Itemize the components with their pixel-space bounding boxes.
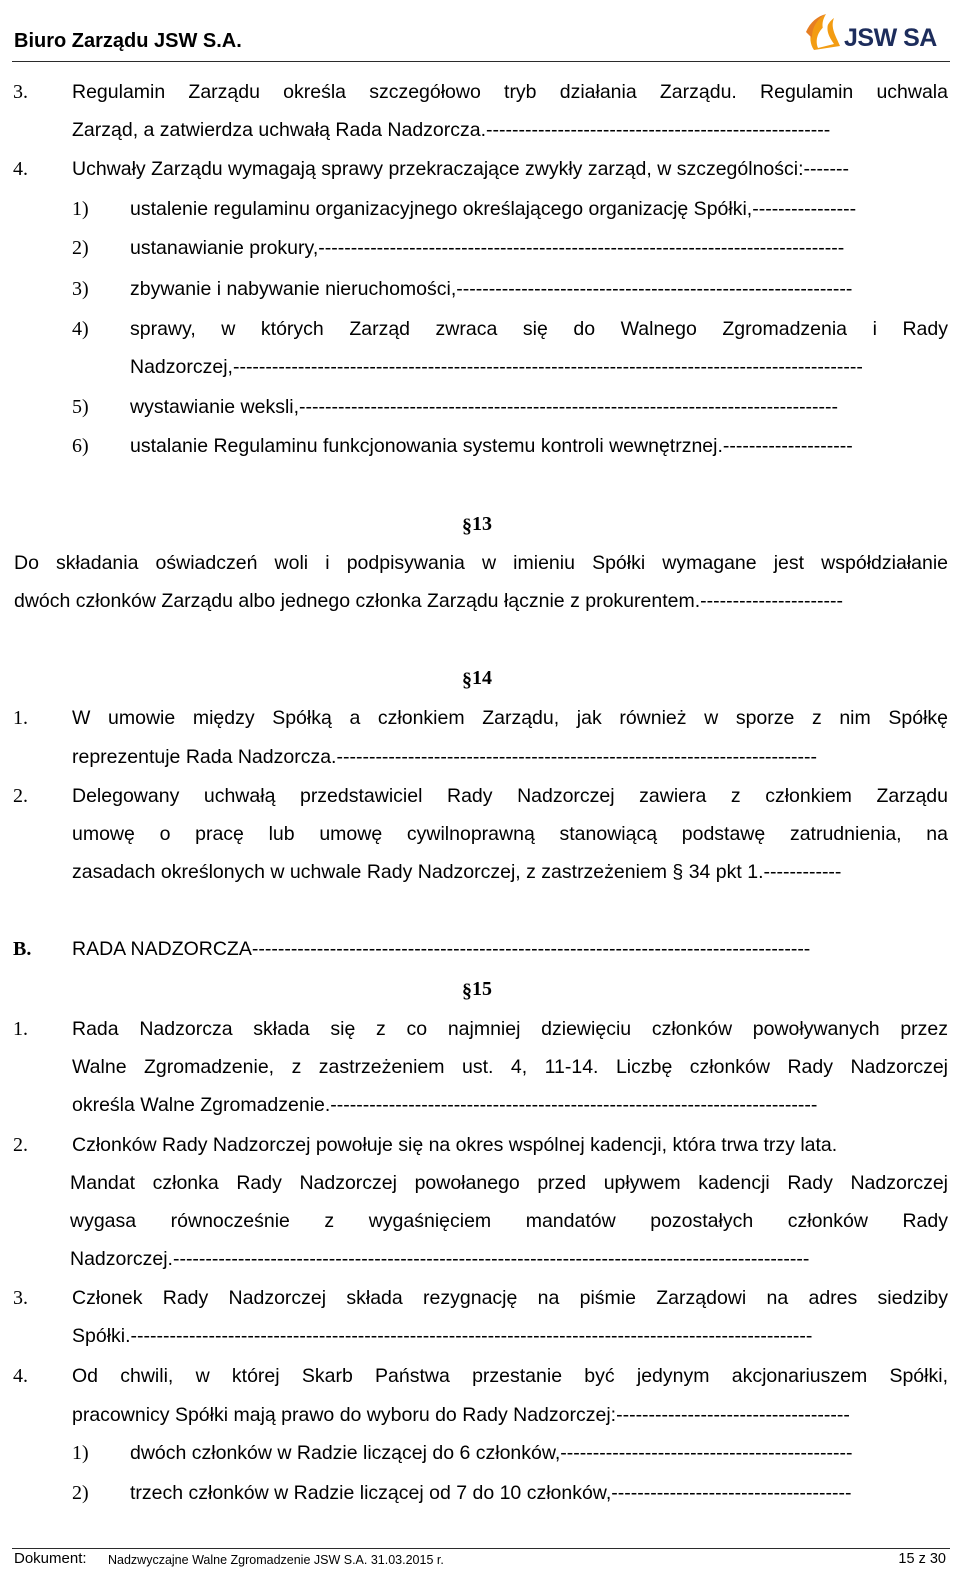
paragraph-line: Do składania oświadczeń woli i podpisywania w imieniu Spółki wymagane jest współdziałanie [14,552,948,574]
list-item: ustalenie regulaminu organizacyjnego określającego organizację Spółki,---------------- [130,198,857,220]
list-item: dwóch członków w Radzie liczącej do 6 członków,--------------------------------------------- [130,1442,853,1464]
paragraph-line: Nadzorczej.-------------------------------------------------------------------------------------------------- [70,1248,810,1270]
point-number: 4. [13,1365,28,1387]
point-number: 2. [13,1134,28,1156]
paragraph-line: reprezentuje Rada Nadzorcza.-------------------------------------------------------------------------- [72,746,818,768]
footer-divider [12,1548,950,1549]
item-number: 2) [72,237,89,259]
point-number: 3. [13,81,28,103]
paragraph-line: pracownicy Spółki mają prawo do wyboru do Rady Nadzorczej:------------------------------------ [72,1404,850,1426]
page-number: 15 z 30 [898,1551,946,1567]
section-symbol: § [462,669,472,691]
page-header [0,0,960,62]
item-number: 6) [72,435,89,457]
jsw-logo [800,2,945,58]
paragraph-line: określa Walne Zgromadzenie.--------------------------------------------------------------------------- [72,1094,818,1116]
section-number: 13 [472,513,492,535]
paragraph-line: Mandat członka Rady Nadzorczej powołanego przed upływem kadencji Rady Nadzorczej [70,1172,948,1194]
point-number: 3. [13,1287,28,1309]
section-symbol: § [462,515,472,537]
list-item: zbywanie i nabywanie nieruchomości,------------------------------------------------------------- [130,278,853,300]
paragraph-line: Uchwały Zarządu wymagają sprawy przekraczające zwykły zarząd, w szczególności:------- [72,158,849,180]
section-number: 15 [472,978,492,1000]
paragraph-line: Od chwili, w której Skarb Państwa przestanie być jedynym akcjonariuszem Spółki, [72,1365,948,1387]
item-number: 5) [72,396,89,418]
paragraph-line: Spółki.--------------------------------------------------------------------------------------------------------- [72,1325,813,1347]
section-heading [462,666,492,690]
item-number: 3) [72,278,89,300]
point-number: 2. [13,785,28,807]
list-item: ustalanie Regulaminu funkcjonowania systemu kontroli wewnętrznej.-------------------- [130,435,853,457]
item-number: 4) [72,318,89,340]
list-item: ustanawianie prokury,--------------------------------------------------------------------------------- [130,237,845,259]
paragraph-line: Delegowany uchwałą przedstawiciel Rady Nadzorczej zawiera z członkiem Zarządu [72,785,948,807]
section-heading [462,977,492,1001]
paragraph-line: Walne Zgromadzenie, z zastrzeżeniem ust. 4, 11-14. Liczbę członków Rady Nadzorczej [72,1056,948,1078]
paragraph-line: W umowie między Spółką a członkiem Zarządu, jak również w sporze z nim Spółkę [72,707,948,729]
paragraph-line: wygasa równocześnie z wygaśnięciem mandatów pozostałych członków Rady [70,1210,948,1232]
paragraph-line: Członek Rady Nadzorczej składa rezygnację na piśmie Zarządowi na adres siedziby [72,1287,948,1309]
item-number: 2) [72,1482,89,1504]
point-number: 1. [13,707,28,729]
paragraph-line: dwóch członków Zarządu albo jednego członka Zarządu łącznie z prokurentem.---------------------- [14,590,843,612]
point-number: 1. [13,1018,28,1040]
footer-doc-name: Nadzwyczajne Walne Zgromadzenie JSW S.A. 31.03.2015 r. [108,1553,444,1567]
section-symbol: § [462,980,472,1002]
list-item: Nadzorczej,------------------------------------------------------------------------------------------------- [130,356,863,378]
header-divider [12,61,950,62]
paragraph-line: Zarząd, a zatwierdza uchwałą Rada Nadzorcza.----------------------------------------------------- [72,119,831,141]
paragraph-line: umowę o pracę lub umowę cywilnoprawną stanowiącą podstawę zatrudnienia, na [72,823,948,845]
list-item: sprawy, w których Zarząd zwraca się do Walnego Zgromadzenia i Rady [130,318,948,340]
item-number: 1) [72,198,89,220]
paragraph-line: Członków Rady Nadzorczej powołuje się na okres wspólnej kadencji, która trwa trzy lata. [72,1134,838,1156]
list-item: wystawianie weksli,----------------------------------------------------------------------------------- [130,396,839,418]
logo-text: JSW SA [844,24,937,52]
list-item: trzech członków w Radzie liczącej od 7 do 10 członków,------------------------------------- [130,1482,852,1504]
chapter-letter: B. [13,938,32,960]
paragraph-line: Rada Nadzorcza składa się z co najmniej dziewięciu członków powoływanych przez [72,1018,948,1040]
header-title: Biuro Zarządu JSW S.A. [14,30,242,52]
paragraph-line: Regulamin Zarządu określa szczegółowo tryb działania Zarządu. Regulamin uchwala [72,81,948,103]
section-heading [462,512,492,536]
item-number: 1) [72,1442,89,1464]
section-number: 14 [472,667,492,689]
point-number: 4. [13,158,28,180]
paragraph-line: zasadach określonych w uchwale Rady Nadzorczej, z zastrzeżeniem § 34 pkt 1.------------ [72,861,842,883]
footer-doc-label: Dokument: [14,1550,87,1567]
chapter-title: RADA NADZORCZA-------------------------------------------------------------------------------------- [72,938,811,960]
flame-icon [800,2,850,58]
